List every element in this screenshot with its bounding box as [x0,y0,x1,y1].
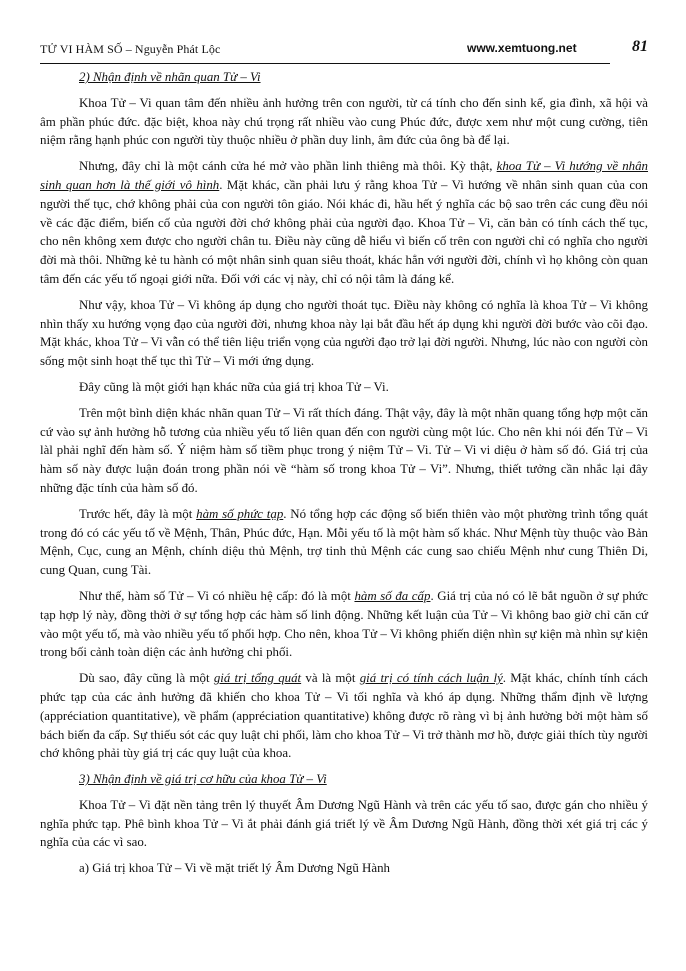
page-body [40,68,648,885]
website-link[interactable]: www.xemtuong.net [467,41,577,55]
page-number: 81 [632,38,648,55]
emphasis: khoa Tử – Vi hướng về nhân sinh quan hơn là thế giới vô hình [40,159,649,192]
emphasis: hàm số đa cấp [354,588,431,603]
section-3-heading: 3) Nhận định về giá trị cơ hữu của khoa Tử – Vi [79,772,327,787]
paragraph: Trước hết, đây là một hàm số phức tạp. Nó tổng hợp các động số biến thiên vào một phường trình tổng quát trong đó có các yếu tố về Mệnh, Thân, Phúc đức, Hạn. Mỗi yếu tố là một hàm số khác. Như Mệnh tùy thuộc vào Bản Mệnh, Cục, cung an Mệnh, chính diệu thủ Mệnh, trợ tinh thủ Mệnh các cung sao chiếu Mệnh như cung Thiên Di, cung Quan, cung Tài. [40,506,648,578]
paragraph: Nhưng, đây chỉ là một cánh cửa hé mở vào phần linh thiêng mà thôi. Kỳ thật, khoa Tử – Vi hướng về nhân sinh quan hơn là thế giới vô hình. Mặt khác, cần phải lưu ý rằng khoa Tử – Vi hướng về nhân sinh quan của con người thế tục, chớ không phải của con người tôn giáo. Nói khác đi, hầu hết ý nghĩa các bộ sao trên các cung đều nói về các đặc điểm, biến cố của người đời chớ không phải của người đạo. Khoa Tử – Vi, căn bản có tính cách thế tục, cho nên không xem được cho người chân tu. Điều này cũng dễ hiểu vì biến cố trên con người chỉ có nghĩa cho người đời mà thôi. Những kẻ tu hành có một nhân sinh quan siêu thoát, khác hẳn với người đời, chính vì họ không còn quan tâm đến các yếu tố ngoại giới nữa. Đối với các vị này, chỉ có nội tâm là đáng kể. [40,159,649,286]
paragraph: Như vậy, khoa Tử – Vi không áp dụng cho người thoát tục. Điều này không có nghĩa là khoa Tử – Vi không nhìn thấy xu hướng vọng đạo của người đời, nhưng khoa này lại bắt đầu hết áp dụng khi người đời bước vào cõi đạo. Mặt khác, khoa Tử – Vi vẫn có thể tiên liệu triển vọng của người đạo trở lại đời người. Nhưng, lúc nào con người còn sống một sinh hoạt thế tục thì Tử – Vi mới ứng dụng. [40,297,648,369]
section-2-heading: 2) Nhận định về nhãn quan Tử – Vi [79,70,261,84]
subsection-heading: a) Giá trị khoa Tử – Vi về mặt triết lý Âm Dương Ngũ Hành [79,861,390,876]
paragraph: Khoa Tử – Vi quan tâm đến nhiều ảnh hưởng trên con người, từ cá tính cho đến sinh kế, gia đình, xã hội và âm phần phúc đức. đặc biệt, khoa này chú trọng rất nhiều vào cung Phúc đức, được xem như một cung cường, tiên niệm rằng hạnh phúc con người tùy thuộc nhiều ở phần duy linh, âm đức của ông bà để lại. [40,95,648,148]
running-title: TỬ VI HÀM SỐ – Nguyễn Phát Lộc [40,42,221,56]
emphasis: giá trị có tính cách luận lý [359,671,503,686]
emphasis: giá trị tổng quát [213,671,302,686]
paragraph: Đây cũng là một giới hạn khác nữa của giá trị khoa Tử – Vi. [79,379,389,394]
paragraph: Dù sao, đây cũng là một giá trị tổng quát và là một giá trị có tính cách luận lý. Mặt khác, chính tính cách phức tạp của các ảnh hưởng đã khiến cho khoa Tử – Vi tối nghĩa và khó áp dụng. Những thẩm định về lượng (appréciation quantitative), về phẩm (appréciation quantitative) không được rõ ràng vì bị ảnh hưởng bởi một hàm số bách biến đa cấp. Sự thiếu sót các quy luật chi phối, làm cho khoa Tử – Vi trở thành mơ hồ, được giải thích tùy người chớ không phải tùy giá trị các quy luật của khoa. [40,671,648,761]
emphasis: hàm số phức tạp [196,506,284,521]
paragraph: Khoa Tử – Vi đặt nền tảng trên lý thuyết Âm Dương Ngũ Hành và trên các yếu tố sao, được gán cho nhiều ý nghĩa phức tạp. Phê bình khoa Tử – Vi ắt phải đánh giá triết lý về Âm Dương Ngũ Hành, đồng thời xét giá trị các ý nghĩa của các vì sao. [40,797,648,850]
paragraph: Như thế, hàm số Tử – Vi có nhiều hệ cấp: đó là một hàm số đa cấp. Giá trị của nó có lẽ bắt nguồn ở sự phức tạp hợp lý này, đồng thời ở sự tổng hợp các hàm số linh động. Những kết luận của Tử – Vi không bao giờ chỉ căn cứ vào một yếu tố, mà vào nhiều yếu tố phối hợp. Cho nên, khoa Tử – Vi không phiến diện nhìn sự kiện mà nhìn sự kiện trong bối cảnh toàn diện các ảnh hưởng chi phối. [40,588,648,660]
paragraph: Trên một bình diện khác nhãn quan Tử – Vi rất thích đáng. Thật vậy, đây là một nhãn quang tổng hợp một căn cứ vào sự ảnh hưởng hỗ tương của nhiều yếu tố liên quan đến con người cùng một lúc. Cho nên khi nói đến Tử – Vi làl phải nghĩ đến hàm số. Ý niệm hàm số tiềm phục trong ý niệm Tử – Vi. Tử – Vi vi diệu ở hàm số đó. Giá trị của hàm số này được luận đoán trong phần nói về “hàm số trong khoa Tử – Vi”. Nhưng, thiết tưởng cần nhắc lại đây những đặc tính của hàm số đó. [40,405,648,495]
page-header [40,38,650,60]
header-rule [40,63,610,64]
